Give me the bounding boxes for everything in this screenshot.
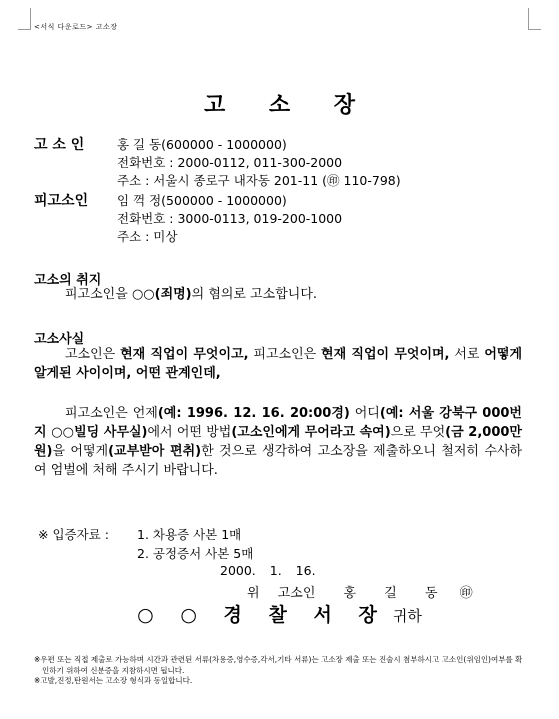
defendant-label: 피고소인 <box>34 193 89 209</box>
crop-mark-top-left-h <box>18 29 31 30</box>
footnotes <box>34 655 524 687</box>
police-station: ○ ○ 경 찰 서 장 <box>137 604 387 626</box>
defendant-phone: 전화번호 : 3000-0113, 019-200-1000 <box>117 211 343 226</box>
complainant-address: 주소 : 서울시 종로구 내자동 201-11 (㊞ 110-798) <box>117 173 401 188</box>
signature-name-char: 홍 <box>343 586 357 601</box>
crop-mark-top-left-v <box>30 8 31 30</box>
addressee-suffix: 귀하 <box>392 607 422 625</box>
purpose-text: 피고소인을 ○○(죄명)의 혐의로 고소합니다. <box>65 287 318 302</box>
footnote: ※우편 또는 직접 제출로 가능하며 시간과 관련된 서류(차용증,영수증,각서,기타 서류)는 고소장 제출 또는 진술시 첨부하시고 고소인(위임인)여부를 확인하기 위하여 신분증을 지참하시면 됩니다. <box>34 655 523 675</box>
document-header: <서식 다운로드> 고소장 <box>34 23 118 31</box>
addressee <box>0 600 559 627</box>
attachments-label: ※ 입증자료 : <box>38 527 109 542</box>
facts-paragraph-2: 피고소인은 언제(예: 1996. 12. 16. 20:00경) 어디(예: 서울 강북구 000번지 ○○빌딩 사무실)에서 어떤 방법(고소인에게 무어라고 속여)으로 무엇(금 2,000만원)을 어떻게(교부받아 편취)한 것으로 생각하여 고소장을 제출하오니 철저히 수사하여 엄벌에 처해 주시기 바랍니다. <box>34 406 522 478</box>
complainant-name-id: 홍 길 동(600000 - 1000000) <box>117 137 287 152</box>
signature-prefix: 위 <box>247 586 260 601</box>
defendant-name-id: 임 꺽 정(500000 - 1000000) <box>117 193 287 208</box>
defendant-address: 주소 : 미상 <box>117 229 178 244</box>
seal-mark: ㊞ <box>459 586 473 601</box>
attachment-item: 2. 공정증서 사본 5매 <box>137 546 254 561</box>
signature-role: 고소인 <box>277 586 316 601</box>
attachment-item: 1. 차용증 사본 1매 <box>137 527 242 542</box>
complainant-label: 고 소 인 <box>34 137 85 153</box>
signature-name-char: 길 <box>384 586 397 601</box>
filing-date: 2000. 1. 16. <box>220 563 316 578</box>
facts-heading: 고소사실 <box>34 332 85 347</box>
complainant-phone: 전화번호 : 2000-0112, 011-300-2000 <box>117 155 343 170</box>
crop-mark-top-right-h <box>528 29 541 30</box>
purpose-heading: 고소의 취지 <box>34 273 102 288</box>
facts-paragraph-1: 고소인은 현재 직업이 무엇이고, 피고소인은 현재 직업이 무엇이며, 서로 어떻게 알게된 사이이며, 어떤 관계인데, <box>34 347 523 381</box>
signature-line <box>247 582 473 601</box>
crop-mark-top-right-v <box>528 8 529 30</box>
signature-name-char: 동 <box>424 586 438 601</box>
footnote: ※고발,진정,탄원서는 고소장 형식과 동일합니다. <box>34 676 193 685</box>
document-title: 고 소 장 <box>203 93 374 118</box>
